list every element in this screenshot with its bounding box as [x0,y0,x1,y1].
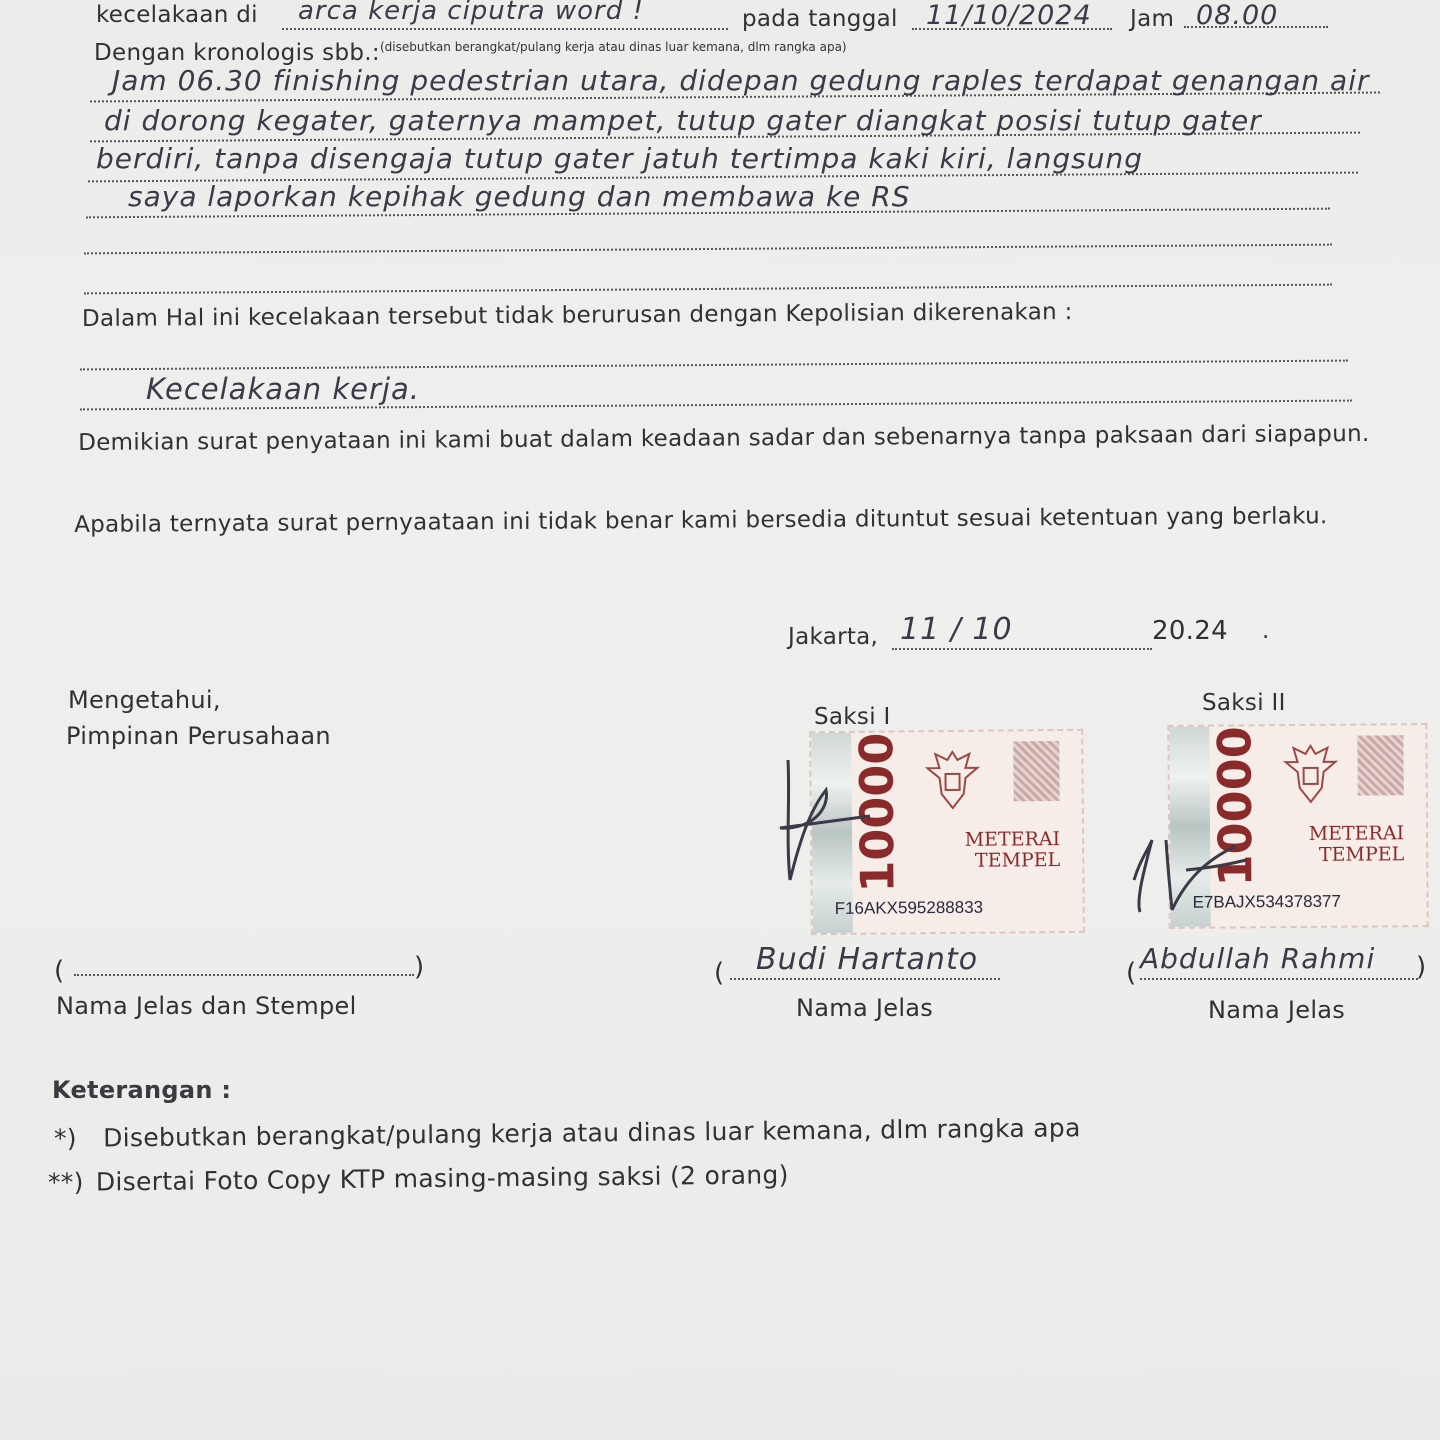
company-line-1: Mengetahui, [68,686,221,714]
place-day-month: 11 / 10 [900,612,1013,647]
accident-place-line [282,28,728,30]
chronology-note: (disebutkan berangkat/pulang kerja atau dinas luar kemana, dlm rangka apa) [380,40,847,54]
accident-place: arca kerja ciputra word ! [298,0,644,26]
police-label: Dalam Hal ini kecelakaan tersebut tidak berurusan dengan Kepolisian dikerenakan : [81,299,1073,332]
witness2-title: Saksi II [1202,690,1286,716]
garuda-emblem-icon [923,746,982,817]
company-name-label: Nama Jelas dan Stempel [56,992,357,1020]
stamp-label-line-1: METERAI [964,828,1061,851]
chronology-line-3: berdiri, tanpa disengaja tutup gater jatuh tertimpa kaki kiri, langsung [96,142,1143,175]
statement-para-2: Apabila ternyata surat pernyaataan ini tidak benar kami bersedia dituntut sesuai ketentuan yang berlaku. [74,503,1328,538]
chronology-line-4: saya laporkan kepihak gedung dan membawa ke RS [128,180,911,213]
stamp-serial: F16AKX595288833 [834,897,984,918]
note-marker: **) [47,1167,84,1197]
chronology-line-2: di dorong kegater, gaternya mampet, tutup gater diangkat posisi tutup gater [104,104,1262,137]
stamp-serial: E7BAJX534378377 [1192,891,1341,912]
date-prefix: pada tanggal [742,6,898,32]
stamp-pattern [1013,741,1060,801]
date-value: 11/10/2024 [926,0,1092,31]
garuda-emblem-icon [1281,740,1339,810]
stamp-label-line-1: METERAI [1308,822,1405,845]
stamp-pattern [1357,735,1403,795]
witness2-paren-close: ) [1416,952,1427,982]
witness2-name-label: Nama Jelas [1208,996,1346,1024]
note-text: Disertai Foto Copy KTP masing-masing saksi (2 orang) [95,1160,789,1197]
witness2-name-line [1140,978,1418,980]
witness2-paren-open: ( [1126,958,1137,988]
note-item-1 [54,1113,1081,1153]
stamp-value: 10000 [849,732,905,893]
chronology-rule-6 [84,284,1332,295]
chronology-label: Dengan kronologis sbb.: [94,40,380,66]
stamp-label [1309,823,1405,866]
stamp-label [965,829,1061,872]
note-item-2 [48,1160,789,1197]
stamp-label-line-2: TEMPEL [974,849,1061,872]
witness1-title: Saksi I [814,704,891,730]
company-paren-close: ) [414,952,425,982]
chronology-rule-5 [84,244,1332,255]
time-prefix: Jam [1130,6,1175,32]
notes-title: Keterangan : [52,1076,232,1104]
company-line-2: Pimpinan Perusahaan [66,722,331,750]
stamp-value: 10000 [1207,726,1263,887]
company-paren-open: ( [54,956,65,986]
company-name-line [74,974,414,976]
place-year: 20.24 [1152,616,1228,646]
witness2-name: Abdullah Rahmi [1140,942,1376,975]
place-city: Jakarta, [788,624,879,650]
witness1-name: Budi Hartanto [756,942,979,977]
note-text: Disebutkan berangkat/pulang kerja atau dinas luar kemana, dlm rangka apa [102,1113,1081,1153]
note-marker: *) [53,1123,78,1153]
statement-para-1: Demikian surat penyataan ini kami buat dalam keadaan sadar dan sebenarnya tanpa paksaan dari siapapun. [78,420,1370,456]
witness2-signature [1126,820,1256,920]
accident-prefix: kecelakaan di [96,2,258,28]
witness1-signature [770,750,890,890]
stamp-label-line-2: TEMPEL [1318,843,1405,866]
witness1-paren-open: ( [714,958,725,988]
witness1-name-label: Nama Jelas [796,994,934,1022]
police-rule-1 [80,360,1348,371]
chronology-line-1: Jam 06.30 finishing pedestrian utara, didepan gedung raples terdapat genangan air [112,64,1370,97]
time-value: 08.00 [1196,0,1279,31]
place-end: . [1262,618,1270,644]
witness1-name-line [730,978,1000,980]
police-reason: Kecelakaan kerja. [146,372,420,406]
place-date-line [892,648,1152,650]
